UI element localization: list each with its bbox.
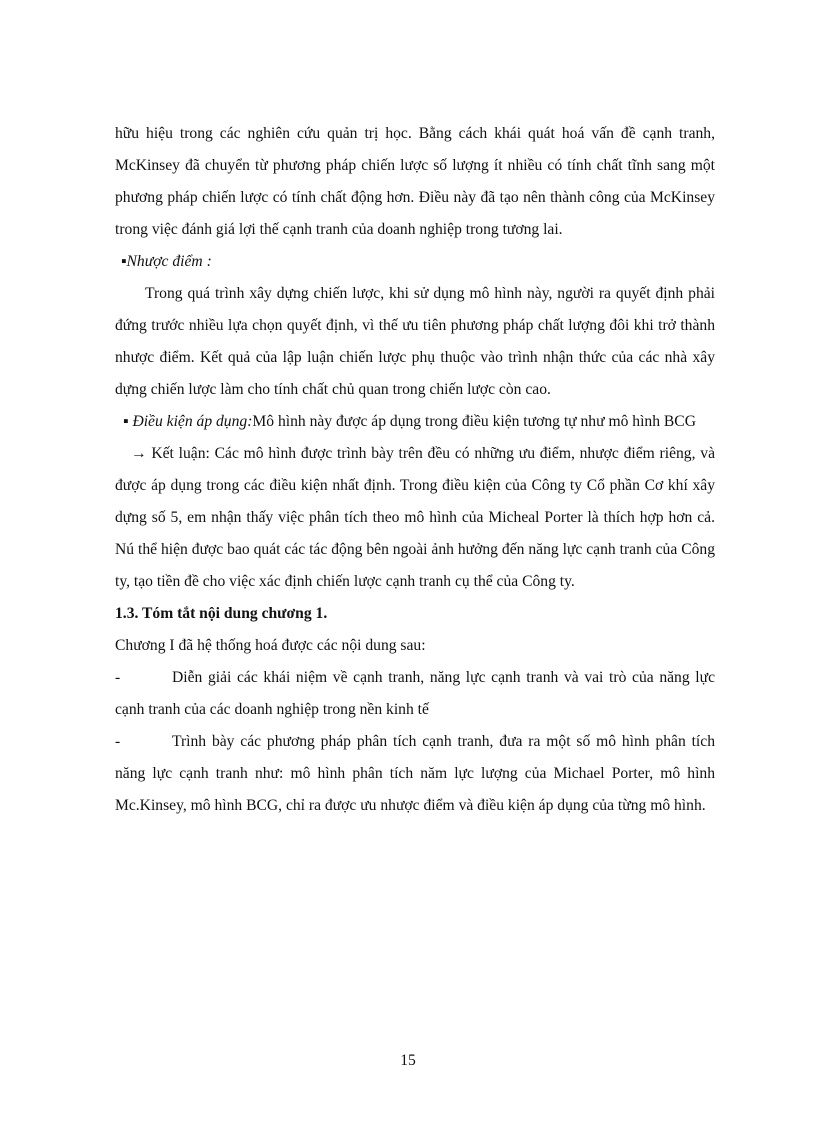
- conditions-text: Mô hình này được áp dụng trong điều kiện tương tự như mô hình BCG: [252, 413, 696, 430]
- subheading-disadvantages: [115, 246, 715, 278]
- right-arrow-icon: →: [131, 445, 147, 462]
- list-item: [115, 662, 715, 726]
- paragraph-disadvantages: Trong quá trình xây dựng chiến lược, khi sử dụng mô hình này, người ra quyết định phải đứng trước nhiều lựa chọn quyết định, vì thế ưu tiên phương pháp chất lượng đôi khi trở thành nhược điểm. Kết quả của lập luận chiến lược phụ thuộc vào trình nhận thức của các nhà xây dựng chiến lược làm cho tính chất chủ quan trong chiến lược còn cao.: [115, 285, 715, 398]
- square-bullet-icon: ▪: [123, 413, 129, 430]
- list-item: [115, 726, 715, 822]
- conditions-label: Điều kiện áp dụng:: [132, 413, 253, 430]
- page-number: 15: [400, 1052, 416, 1069]
- dash-marker: -: [115, 733, 121, 750]
- list-item-text: Trình bày các phương pháp phân tích cạnh tranh, đưa ra một số mô hình phân tích năng lực cạnh tranh như: mô hình phân tích năm lực lượng của Michael Porter, mô hình Mc.Kinsey, mô hình BCG, chỉ ra được ưu nhược điểm và điều kiện áp dụng của từng mô hình.: [115, 733, 715, 814]
- square-bullet-icon: ▪: [121, 253, 127, 270]
- summary-intro: Chương I đã hệ thống hoá được các nội dung sau:: [115, 637, 426, 654]
- dash-marker: -: [115, 669, 121, 686]
- paragraph-mckinsey-advantages: hữu hiệu trong các nghiên cứu quản trị học. Bằng cách khái quát hoá vấn đề cạnh tranh, McKinsey đã chuyển từ phương pháp chiến lược số lượng ít nhiều có tính chất tĩnh sang một phương pháp chiến lược có tính chất động hơn. Điều này đã tạo nên thành công của McKinsey trong việc đánh giá lợi thế cạnh tranh của doanh nghiệp trong tương lai.: [115, 125, 715, 238]
- body-text: [115, 118, 715, 822]
- paragraph-conditions: [115, 406, 715, 438]
- conclusion-text: Kết luận: Các mô hình được trình bày trên đều có những ưu điểm, nhược điểm riêng, và được áp dụng trong các điều kiện nhất định. Trong điều kiện của Công ty Cổ phần Cơ khí xây dựng số 5, em nhận thấy việc phân tích theo mô hình của Micheal Porter là thích hợp hơn cả. Nú thể hiện được bao quát các tác động bên ngoài ảnh hưởng đến năng lực cạnh tranh của Công ty, tạo tiền đề cho việc xác định chiến lược cạnh tranh cụ thể của Công ty.: [115, 445, 715, 590]
- disadvantages-label: Nhược điểm :: [126, 253, 212, 270]
- list-item-text: Diễn giải các khái niệm về cạnh tranh, năng lực cạnh tranh và vai trò của năng lực cạnh tranh của các doanh nghiệp trong nền kinh tế: [115, 669, 715, 718]
- section-heading: 1.3. Tóm tắt nội dung chương 1.: [115, 605, 328, 622]
- paragraph-conclusion: [115, 438, 715, 598]
